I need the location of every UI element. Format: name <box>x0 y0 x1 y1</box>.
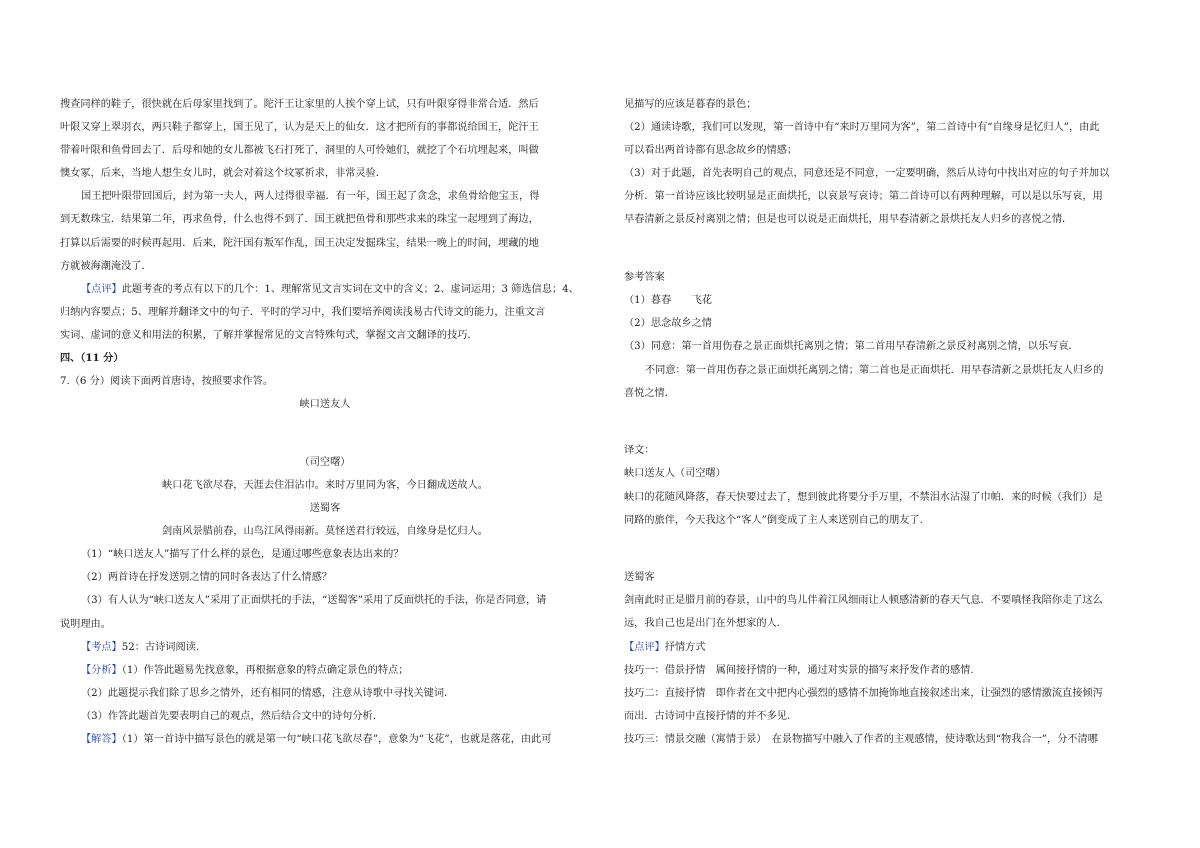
answer-line: （2）通读诗歌，我们可以发现，第一首诗中有“来时万里同为客”，第二首诗中有“自缘身是忆归人”，由此 <box>624 122 1100 134</box>
comment-line: 【点评】抒情方式 <box>624 641 706 653</box>
section-heading: 四、（11 分） <box>60 352 124 365</box>
answer-line: 早春清新之景反衬离别之情；但是也可以说是正面烘托，用早春清新之景烘托友人归乡的喜悦之情． <box>624 214 1073 226</box>
translation-line: 剑南此时正是腊月前的春景，山中的鸟儿伴着江风细雨让人顿感清新的春天气息．不要嗔怪我陪你走了这么 <box>624 595 1103 607</box>
text-line: 带着叶限和鱼骨回去了．后母和她的女儿都被飞石打死了，洞里的人可怜她们，就挖了个石坑埋起来，叫做 <box>60 145 539 157</box>
comment-tag: 【点评】 <box>81 283 122 295</box>
translation-heading: 送蜀客 <box>624 572 655 584</box>
text-line: 到无数珠宝．结果第二年，再求鱼骨，什么也得不到了．国王就把鱼骨和那些求来的珠宝一起埋到了海边， <box>60 214 539 226</box>
text-line: 搜查同样的鞋子，很快就在后母家里找到了。陀汗王让家里的人挨个穿上试，只有叶限穿得非常合适．然后 <box>60 99 539 110</box>
tip-line: 技巧一：借景抒情 属间接抒情的一种，通过对实景的描写来抒发作者的感情. <box>624 664 974 676</box>
text-line: 打算以后需要的时候再起用．后来，陀汗国有叛军作乱，国王决定发掘珠宝，结果一晚上的时间，埋藏的地 <box>60 237 539 249</box>
text-line: 方就被海潮淹没了． <box>60 260 152 272</box>
tip-line: 技巧三：情景交融（寓情于景） 在景物描写中融入了作者的主观感情，使诗歌达到“物我合一”，分不清哪 <box>624 733 1098 745</box>
translation-line: 同路的旅伴，今天我这个“客人”倒变成了主人来送别自己的朋友了. <box>624 514 923 526</box>
reference-line: 喜悦之情． <box>624 387 675 399</box>
poem-title: 峡口送友人 <box>299 399 351 411</box>
kaodian-tag: 【考点】 <box>81 641 122 653</box>
poem-text: 峡口花飞欲尽春，天涯去住泪沾巾。来时万里同为客，今日翻成送故人。 <box>162 480 488 491</box>
spacer <box>624 555 1154 567</box>
translation-line: 远，我自己也是出门在外想家的人. <box>624 618 781 630</box>
tip-line: 而出．古诗词中直接抒情的并不多见. <box>624 710 791 722</box>
poem-title: 送蜀客 <box>309 503 341 515</box>
jieda-line: 【解答】（1）第一首诗中描写景色的就是第一句“峡口花飞欲尽春”，意象为“飞花”，也就是落花，由此可 <box>81 734 552 746</box>
translation-title: 译文： <box>624 445 655 457</box>
right-column <box>624 93 1154 751</box>
answer-line: 分析．第一首诗应该比较明显是正面烘托，以哀景写哀诗；第二首诗可以有两种理解，可以是以乐写哀，用 <box>624 191 1103 203</box>
spacer <box>624 232 1154 255</box>
spacer <box>624 532 1154 555</box>
comment-line: 实词、虚词的意义和用法的积累，了解并掌握常见的文言特殊句式，掌握文言文翻译的技巧． <box>60 329 478 341</box>
reference-line: （2）思念故乡之情 <box>624 318 712 330</box>
jieda-tag: 【解答】 <box>81 734 122 746</box>
question-stem: 7.（6 分）阅读下面两首唐诗，按照要求作答。 <box>60 376 274 388</box>
spacer <box>60 416 590 428</box>
reference-line: 不同意：第一首用伤春之景正面烘托离别之情；第二首也是正面烘托．用早春清新之景烘托友人归乡的 <box>645 364 1104 376</box>
poem-author: （司空曙） <box>299 456 351 468</box>
question-item: 说明理由。 <box>60 618 111 630</box>
spacer <box>624 428 1154 440</box>
spacer <box>60 428 590 451</box>
comment-line: 归纳内容要点；5、理解并翻译文中的句子．平时的学习中，我们要培养阅读浅易古代诗文的能力，注重文言 <box>60 306 546 318</box>
reference-title: 参考答案 <box>624 272 665 284</box>
spacer <box>624 405 1154 428</box>
question-item: （1）“峡口送友人”描写了什么样的景色，是通过哪些意象表达出来的？ <box>81 549 404 561</box>
comment-tag: 【点评】 <box>624 641 665 653</box>
spacer <box>624 255 1154 267</box>
answer-line: （3）对于此题，首先表明自己的观点，同意还是不同意，一定要明确，然后从诗句中找出对应的句子并加以 <box>624 168 1110 180</box>
question-item: （2）两首诗在抒发送别之情的同时各表达了什么情感？ <box>81 572 332 584</box>
kaodian-line: 【考点】52：古诗词阅读. <box>81 641 200 653</box>
translation-line: 峡口的花随风降落，春天快要过去了，想到彼此将要分手万里，不禁泪水沾湿了巾帕．来的时候（我们）是 <box>624 491 1103 503</box>
text-line: 叶限又穿上翠羽衣，两只鞋子都穿上，国王见了，认为是天上的仙女．这才把所有的事都说给国王，陀汗王 <box>60 122 539 134</box>
reference-line: （3）同意：第一首用伤春之景正面烘托离别之情；第二首用早春清新之景反衬离别之情，以乐写哀． <box>624 341 1079 353</box>
comment-line: 【点评】此题考查的考点有以下的几个：1、理解常见文言实词在文中的含义；2、虚词运用；3 筛选信息；4、 <box>81 283 579 295</box>
fenxi-line: （3）作答此题首先要表明自己的观点，然后结合文中的诗句分析． <box>81 710 383 722</box>
answer-line: 见描写的应该是暮春的景色； <box>624 99 757 110</box>
fenxi-line: （2）此题提示我们除了思乡之情外，还有相同的情感，注意从诗歌中寻找关键词． <box>81 687 455 699</box>
left-column <box>60 93 590 751</box>
tip-line: 技巧二：直接抒情 即作者在文中把内心强烈的感情不加掩饰地直接叙述出来，让强烈的感情激流直接倾泻 <box>624 687 1103 699</box>
text-line: 国王把叶限带回国后，封为第一夫人，两人过得很幸福．有一年，国王起了贪念，求鱼骨给他宝玉，得 <box>81 191 540 203</box>
question-item: （3）有人认为“峡口送友人”采用了正面烘托的手法，“送蜀客”采用了反面烘托的手法，你是否同意，请 <box>81 595 547 607</box>
translation-heading: 峡口送友人（司空曙） <box>624 468 726 480</box>
answer-line: 可以看出两首诗都有思念故乡的情感； <box>624 145 798 157</box>
reference-line: （1）暮春 飞花 <box>624 295 712 307</box>
poem-text: 剑南风景腊前春，山鸟江风得雨新。莫怪送君行较远，自缘身是忆归人。 <box>162 526 488 538</box>
fenxi-tag: 【分析】 <box>81 664 122 676</box>
text-line: 懊女冢，后来，当地人想生女儿时，就会对着这个坟冢祈求，非常灵验． <box>60 168 386 180</box>
fenxi-line: 【分析】（1）作答此题易先找意象，再根据意象的特点确定景色的特点； <box>81 664 409 676</box>
